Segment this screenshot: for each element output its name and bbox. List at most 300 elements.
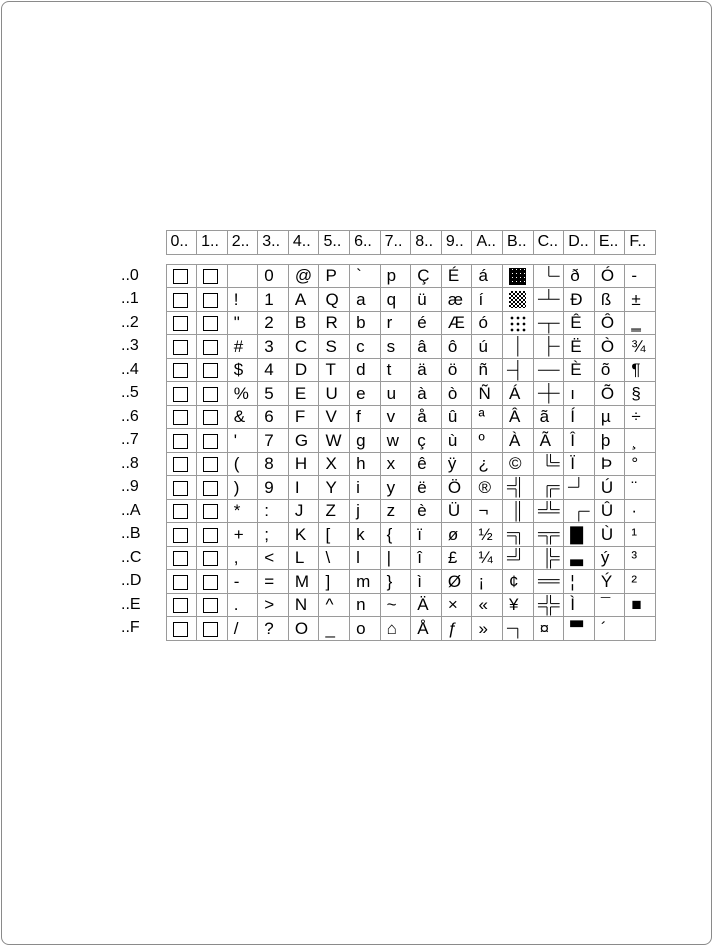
glyph-char: ²: [631, 571, 638, 591]
glyph-cell: [411, 335, 442, 359]
glyph-cell: [564, 264, 595, 288]
glyph-cell: [472, 405, 503, 429]
glyph-char: r: [386, 313, 393, 333]
glyph-char: Æ: [447, 313, 465, 333]
row-header: ..A: [121, 501, 141, 519]
glyph-cell: [625, 476, 656, 500]
glyph-char: ú: [478, 336, 488, 356]
character-map-table: [121, 230, 656, 641]
row-header: ..8: [121, 454, 139, 472]
spacer-cell: [288, 254, 319, 264]
glyph-char: É: [447, 266, 460, 286]
glyph-char: õ: [600, 360, 611, 380]
glyph-cell: [564, 523, 595, 547]
glyph-cell: [288, 288, 319, 312]
glyph-char: ô: [447, 336, 458, 356]
solid-block-glyph: [570, 559, 583, 566]
glyph-cell: [380, 405, 411, 429]
glyph-cell: [166, 311, 197, 335]
glyph-char: Y: [325, 477, 337, 497]
glyph-char: |: [386, 548, 392, 568]
glyph-char: Ô: [600, 313, 615, 333]
undefined-char-box: [203, 575, 218, 590]
undefined-char-box: [203, 269, 218, 284]
glyph-char: $: [233, 360, 244, 380]
glyph-char: ~: [386, 595, 397, 615]
glyph-cell: [350, 311, 381, 335]
glyph-cell: [594, 593, 625, 617]
glyph-cell: [319, 476, 350, 500]
row-header: ..0: [121, 266, 139, 284]
undefined-char-box: [173, 504, 188, 519]
glyph-cell: [533, 617, 564, 641]
header-spacer: [121, 254, 656, 264]
glyph-cell: [350, 523, 381, 547]
glyph-char: Â: [509, 407, 521, 427]
glyph-char: Ý: [600, 571, 613, 591]
character-row: [121, 288, 656, 312]
glyph-cell: [533, 546, 564, 570]
glyph-cell: [564, 617, 595, 641]
glyph-char: Ì: [570, 595, 575, 615]
glyph-char: {: [386, 524, 393, 544]
glyph-cell: [166, 429, 197, 453]
undefined-char-box: [173, 363, 188, 378]
glyph-cell: [503, 476, 534, 500]
glyph-char: æ: [447, 289, 463, 309]
glyph-cell: [227, 311, 258, 335]
glyph-cell: [594, 570, 625, 594]
undefined-char-box: [203, 340, 218, 355]
box-drawing-glyph: [534, 312, 564, 335]
undefined-char-box: [173, 598, 188, 613]
glyph-cell: [411, 476, 442, 500]
glyph-char: o: [356, 618, 366, 638]
glyph-char: 6: [264, 407, 274, 427]
glyph-cell: [441, 593, 472, 617]
glyph-cell: [564, 358, 595, 382]
glyph-char: ¢: [509, 571, 519, 591]
glyph-char: ï: [417, 524, 422, 544]
glyph-cell: [258, 499, 289, 523]
glyph-cell: [625, 288, 656, 312]
glyph-cell: [227, 523, 258, 547]
glyph-char: ¹: [631, 524, 638, 544]
row-header: ..6: [121, 407, 139, 425]
glyph-cell: [166, 523, 197, 547]
glyph-char: D: [294, 360, 308, 380]
glyph-char: L: [294, 548, 305, 568]
glyph-cell: [625, 617, 656, 641]
glyph-char: e: [356, 383, 366, 403]
spacer-cell: [503, 254, 534, 264]
glyph-cell: [350, 452, 381, 476]
glyph-char: ý: [600, 548, 610, 568]
glyph-cell: [564, 593, 595, 617]
glyph-cell: [472, 264, 503, 288]
glyph-cell: [594, 405, 625, 429]
glyph-cell: [441, 429, 472, 453]
glyph-char: ½: [478, 524, 493, 544]
glyph-cell: [472, 452, 503, 476]
glyph-cell: [625, 264, 656, 288]
glyph-char: Û: [600, 501, 614, 521]
glyph-char: ñ: [478, 360, 488, 380]
glyph-cell: [594, 288, 625, 312]
glyph-char: \: [325, 548, 331, 568]
glyph-cell: [594, 523, 625, 547]
glyph-char: &: [233, 407, 246, 427]
glyph-cell: [380, 429, 411, 453]
glyph-cell: [411, 523, 442, 547]
undefined-char-box: [203, 363, 218, 378]
box-drawing-glyph: [564, 523, 594, 546]
glyph-char: F: [294, 407, 306, 427]
glyph-cell: [258, 476, 289, 500]
glyph-cell: [411, 405, 442, 429]
glyph-char: ¥: [509, 595, 519, 615]
glyph-cell: [533, 570, 564, 594]
glyph-char: v: [386, 407, 396, 427]
glyph-cell: [625, 311, 656, 335]
glyph-char: ): [233, 477, 240, 497]
undefined-char-box: [203, 622, 218, 637]
row-header: ..1: [121, 290, 139, 308]
glyph-char: M: [294, 571, 310, 591]
glyph-cell: [564, 570, 595, 594]
glyph-cell: [166, 382, 197, 406]
glyph-cell: [380, 335, 411, 359]
undefined-char-box: [203, 598, 218, 613]
glyph-char: Ø: [447, 571, 462, 591]
glyph-cell: [411, 311, 442, 335]
glyph-char: =: [264, 571, 275, 591]
glyph-cell: [350, 288, 381, 312]
glyph-cell: [380, 617, 411, 641]
box-drawing-glyph: [564, 500, 594, 523]
glyph-cell: [625, 429, 656, 453]
glyph-cell: [441, 405, 472, 429]
glyph-cell: [197, 617, 228, 641]
glyph-cell: [533, 264, 564, 288]
glyph-cell: [350, 546, 381, 570]
glyph-cell: [166, 264, 197, 288]
glyph-cell: [564, 288, 595, 312]
glyph-cell: [166, 570, 197, 594]
undefined-char-box: [173, 457, 188, 472]
glyph-cell: [166, 358, 197, 382]
glyph-cell: [564, 405, 595, 429]
glyph-cell: [503, 335, 534, 359]
glyph-cell: [227, 264, 258, 288]
glyph-char: ä: [417, 360, 427, 380]
glyph-char: 9: [264, 477, 274, 497]
glyph-cell: [288, 523, 319, 547]
glyph-cell: [503, 405, 534, 429]
glyph-cell: [411, 429, 442, 453]
glyph-cell: [503, 499, 534, 523]
glyph-cell: [197, 382, 228, 406]
glyph-char: ³: [631, 548, 638, 568]
glyph-char: ■: [631, 595, 642, 615]
glyph-cell: [319, 405, 350, 429]
glyph-char: I: [294, 477, 300, 497]
glyph-char: Ê: [570, 313, 582, 333]
glyph-cell: [441, 617, 472, 641]
glyph-cell: [411, 499, 442, 523]
character-row: [121, 617, 656, 641]
glyph-cell: [625, 358, 656, 382]
glyph-cell: [380, 546, 411, 570]
glyph-char: *: [233, 501, 241, 521]
glyph-cell: [533, 593, 564, 617]
undefined-char-box: [203, 457, 218, 472]
glyph-cell: [350, 405, 381, 429]
glyph-char: À: [509, 430, 521, 450]
row-header: ..D: [121, 572, 142, 590]
glyph-cell: [166, 476, 197, 500]
glyph-cell: [350, 382, 381, 406]
glyph-cell: [197, 311, 228, 335]
box-drawing-glyph: [534, 453, 564, 476]
glyph-cell: [472, 499, 503, 523]
glyph-char: 8: [264, 454, 274, 474]
box-drawing-glyph: [534, 594, 564, 617]
glyph-char: .: [233, 595, 239, 615]
glyph-char: ⌂: [386, 618, 397, 638]
glyph-cell: [594, 264, 625, 288]
glyph-cell: [380, 264, 411, 288]
glyph-char: Ñ: [478, 383, 491, 403]
glyph-cell: [533, 452, 564, 476]
row-header: ..F: [121, 619, 140, 637]
glyph-cell: [441, 382, 472, 406]
row-header: ..E: [121, 595, 141, 613]
glyph-cell: [625, 523, 656, 547]
glyph-cell: [350, 593, 381, 617]
box-drawing-glyph: [534, 500, 564, 523]
solid-block-glyph: [570, 620, 583, 627]
glyph-cell: [441, 499, 472, 523]
glyph-char: 0: [264, 266, 274, 286]
glyph-cell: [288, 476, 319, 500]
glyph-cell: [319, 335, 350, 359]
glyph-cell: [503, 523, 534, 547]
column-header: F..: [625, 231, 656, 255]
box-drawing-glyph: [503, 547, 533, 570]
undefined-char-box: [203, 528, 218, 543]
glyph-cell: [472, 429, 503, 453]
glyph-char: ×: [447, 595, 458, 615]
glyph-cell: [472, 593, 503, 617]
spacer-cell: [121, 254, 166, 264]
shade-block-glyph: [509, 315, 526, 332]
glyph-char: 4: [264, 360, 274, 380]
glyph-char: d: [356, 360, 366, 380]
glyph-cell: [197, 570, 228, 594]
glyph-char: J: [294, 501, 304, 521]
character-row: [121, 405, 656, 429]
glyph-cell: [380, 288, 411, 312]
undefined-char-box: [203, 387, 218, 402]
glyph-cell: [350, 499, 381, 523]
glyph-char: ]: [325, 571, 331, 591]
glyph-char: ¶: [631, 360, 641, 380]
undefined-char-box: [203, 316, 218, 331]
spacer-cell: [441, 254, 472, 264]
glyph-cell: [197, 429, 228, 453]
row-header: ..7: [121, 431, 139, 449]
undefined-char-box: [203, 293, 218, 308]
glyph-cell: [380, 570, 411, 594]
glyph-char: é: [417, 313, 427, 333]
glyph-char: Þ: [600, 454, 613, 474]
glyph-char: ı: [570, 383, 575, 403]
glyph-char: l: [356, 548, 360, 568]
character-row: [121, 311, 656, 335]
undefined-char-box: [173, 528, 188, 543]
glyph-cell: [411, 358, 442, 382]
glyph-cell: [197, 335, 228, 359]
column-header: 8..: [411, 231, 442, 255]
glyph-char: h: [356, 454, 366, 474]
glyph-cell: [472, 288, 503, 312]
glyph-cell: [258, 452, 289, 476]
spacer-cell: [472, 254, 503, 264]
glyph-cell: [258, 358, 289, 382]
column-header: 1..: [197, 231, 228, 255]
spacer-cell: [564, 254, 595, 264]
glyph-cell: [166, 546, 197, 570]
box-drawing-glyph: [534, 547, 564, 570]
glyph-cell: [288, 335, 319, 359]
glyph-cell: [411, 546, 442, 570]
glyph-cell: [533, 382, 564, 406]
glyph-cell: [594, 429, 625, 453]
glyph-char: û: [447, 407, 458, 427]
glyph-cell: [258, 405, 289, 429]
glyph-cell: [380, 358, 411, 382]
glyph-char: 5: [264, 383, 274, 403]
glyph-cell: [472, 476, 503, 500]
undefined-char-box: [173, 551, 188, 566]
undefined-char-box: [173, 410, 188, 425]
glyph-cell: [564, 546, 595, 570]
glyph-char: O: [294, 618, 309, 638]
glyph-cell: [197, 546, 228, 570]
glyph-cell: [166, 617, 197, 641]
character-row: [121, 382, 656, 406]
glyph-cell: [350, 570, 381, 594]
glyph-char: ±: [631, 289, 641, 309]
glyph-cell: [258, 264, 289, 288]
glyph-cell: [503, 452, 534, 476]
glyph-char: Î: [570, 430, 575, 450]
column-header: A..: [472, 231, 503, 255]
glyph-cell: [319, 311, 350, 335]
glyph-cell: [319, 288, 350, 312]
glyph-char: 1: [264, 289, 274, 309]
glyph-cell: [472, 617, 503, 641]
glyph-cell: [319, 452, 350, 476]
glyph-cell: [258, 429, 289, 453]
undefined-char-box: [203, 434, 218, 449]
glyph-cell: [594, 452, 625, 476]
column-header: 3..: [258, 231, 289, 255]
glyph-char: ¡: [478, 571, 485, 591]
character-row: [121, 523, 656, 547]
glyph-char: H: [294, 454, 308, 474]
glyph-char: ®: [478, 477, 491, 497]
glyph-char: á: [478, 266, 488, 286]
glyph-char: 3: [264, 336, 274, 356]
glyph-cell: [533, 523, 564, 547]
box-drawing-glyph: [564, 617, 594, 640]
glyph-cell: [564, 452, 595, 476]
undefined-char-box: [173, 316, 188, 331]
glyph-char: s: [386, 336, 396, 356]
box-drawing-glyph: [534, 523, 564, 546]
box-drawing-glyph: [503, 500, 533, 523]
glyph-char: ?: [264, 618, 274, 638]
undefined-char-box: [173, 575, 188, 590]
glyph-cell: [503, 429, 534, 453]
glyph-char: ©: [509, 454, 522, 474]
glyph-cell: [441, 264, 472, 288]
glyph-cell: [319, 382, 350, 406]
glyph-cell: [441, 476, 472, 500]
glyph-char: 7: [264, 430, 274, 450]
glyph-char: ": [233, 313, 240, 333]
glyph-cell: [319, 617, 350, 641]
glyph-cell: [472, 311, 503, 335]
glyph-char: Z: [325, 501, 336, 521]
glyph-char: ¯: [600, 595, 611, 615]
glyph-char: Á: [509, 383, 521, 403]
glyph-char: !: [233, 289, 239, 309]
glyph-cell: [564, 499, 595, 523]
glyph-cell: [380, 593, 411, 617]
glyph-char: å: [417, 407, 427, 427]
glyph-cell: [441, 523, 472, 547]
glyph-cell: [227, 617, 258, 641]
box-drawing-glyph: [534, 265, 564, 288]
glyph-cell: [503, 617, 534, 641]
glyph-cell: [533, 288, 564, 312]
glyph-cell: [503, 311, 534, 335]
glyph-char: a: [356, 289, 366, 309]
box-drawing-glyph: [534, 476, 564, 499]
character-row: [121, 546, 656, 570]
glyph-cell: [227, 335, 258, 359]
column-header: 0..: [166, 231, 197, 255]
glyph-cell: [258, 546, 289, 570]
glyph-char: w: [386, 430, 399, 450]
glyph-char: }: [386, 571, 393, 591]
column-header: 5..: [319, 231, 350, 255]
glyph-cell: [227, 429, 258, 453]
character-row: [121, 335, 656, 359]
column-header: D..: [564, 231, 595, 255]
box-drawing-glyph: [503, 335, 533, 358]
glyph-char: ß: [600, 289, 612, 309]
glyph-cell: [533, 429, 564, 453]
glyph-char: u: [386, 383, 397, 403]
glyph-char: Ã: [539, 430, 551, 450]
box-drawing-glyph: [534, 359, 564, 382]
glyph-cell: [319, 546, 350, 570]
glyph-cell: [625, 452, 656, 476]
